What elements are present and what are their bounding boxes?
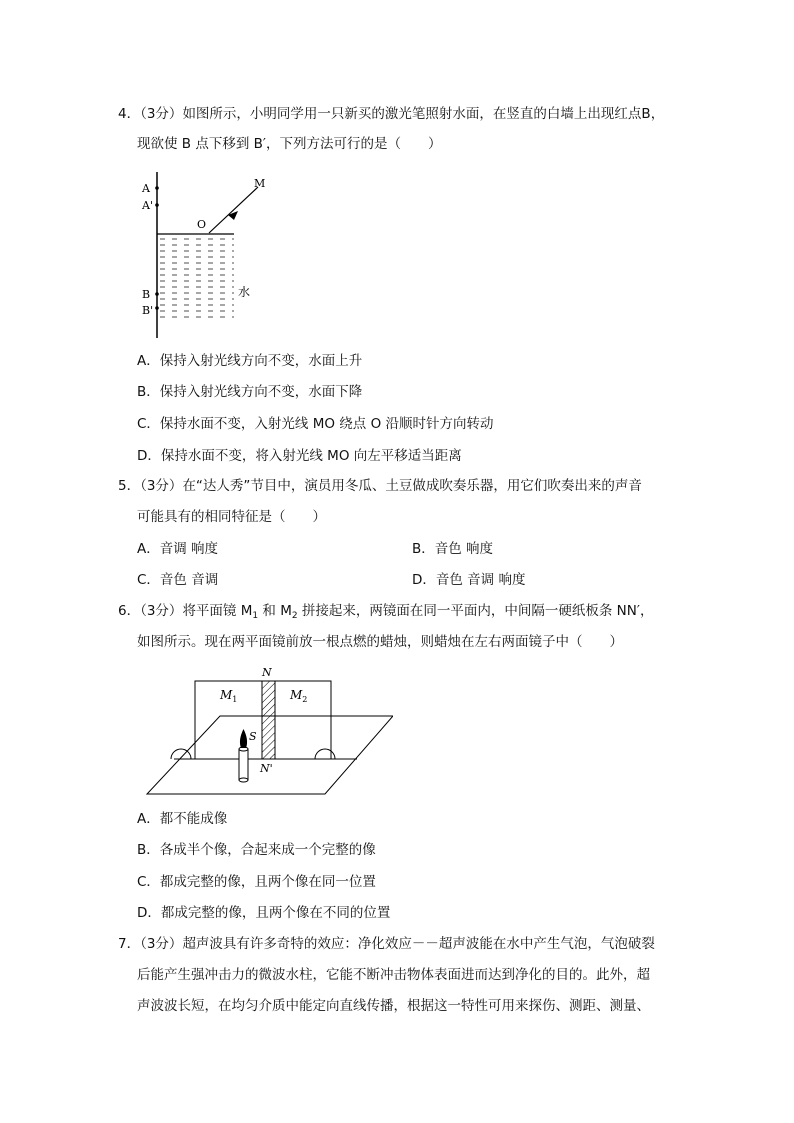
question-score: （3分） [140, 106, 183, 122]
label-m: M [254, 177, 266, 190]
water-body [157, 234, 234, 322]
label-m2: $M_2$ [290, 688, 308, 704]
question-number: 6 [118, 603, 127, 619]
question-6-option-a: A．都不能成像 [137, 811, 228, 827]
question-score: （3分） [140, 936, 183, 952]
label-b-prime: B' [142, 304, 154, 317]
point-b [155, 292, 159, 296]
question-7-stem-line3: 声波波长短，在均匀介质中能定向直线传播，根据这一特性可用来探伤、测距、测量、 [137, 998, 650, 1014]
question-number: 5 [118, 478, 127, 494]
question-6-figure [145, 664, 393, 800]
label-b: B [142, 288, 151, 301]
question-7-stem-line1: 7．（3分）超声波具有许多奇特的效应：净化效应－－超声波能在水中产生气泡，气泡破裂 [118, 936, 655, 952]
question-number: 4 [118, 106, 127, 122]
question-4-option-b: B．保持入射光线方向不变，水面下降 [137, 384, 363, 400]
question-text: 将平面镜 M [182, 603, 253, 619]
label-water: 水 [238, 285, 251, 299]
question-5-option-d: D．音色 音调 响度 [412, 572, 526, 588]
question-text: 拼接起来，两镜面在同一平面内，中间隔一硬纸板条 NN′， [297, 603, 654, 619]
candle-base [239, 778, 248, 782]
question-6-option-d: D．都成完整的像，且两个像在不同的位置 [137, 905, 391, 921]
question-5-option-c: C．音色 音调 [137, 572, 219, 588]
point-a-prime [155, 203, 159, 207]
candle-body [239, 749, 248, 780]
question-text: 和 M [258, 603, 292, 619]
question-5-stem-line1: 5．（3分）在“达人秀”节目中，演员用冬瓜、土豆做成吹奏乐器，用它们吹奏出来的声音 [118, 478, 642, 494]
label-m1: $M_1$ [220, 688, 238, 704]
question-text: 超声波具有许多奇特的效应：净化效应－－超声波能在水中产生气泡，气泡破裂 [182, 936, 655, 952]
right-stand-icon [315, 749, 335, 759]
point-b-prime [155, 306, 159, 310]
question-4-option-d: D．保持水面不变，将入射光线 MO 向左平移适当距离 [137, 448, 462, 464]
point-a [155, 186, 159, 190]
label-n-prime: N' [260, 762, 273, 775]
label-o: O [197, 218, 207, 231]
question-4-stem-line1: 4．（3分）如图所示，小明同学用一只新买的激光笔照射水面，在竖直的白墙上出现红点B， [118, 106, 665, 122]
question-number: 7 [118, 936, 127, 952]
question-score: （3分） [140, 478, 183, 494]
ray-arrow-icon [228, 211, 238, 220]
mirror-m2 [275, 681, 331, 759]
question-4-stem-line2: 现欲使 B 点下移到 B′，下列方法可行的是（ ） [137, 136, 442, 152]
question-5-option-b: B．音色 响度 [412, 541, 494, 557]
incident-ray [209, 187, 258, 233]
question-4-option-a: A．保持入射光线方向不变，水面上升 [137, 353, 363, 369]
question-text: 如图所示，小明同学用一只新买的激光笔照射水面，在竖直的白墙上出现红点B， [182, 106, 665, 122]
subscript: 1 [252, 611, 259, 621]
label-a: A [142, 182, 150, 195]
question-text: 在“达人秀”节目中，演员用冬瓜、土豆做成吹奏乐器，用它们吹奏出来的声音 [182, 478, 642, 494]
label-a-prime: A' [142, 199, 153, 212]
question-6-option-b: B．各成半个像，合起来成一个完整的像 [137, 842, 376, 858]
label-s: S [249, 730, 257, 743]
question-4-option-c: C．保持水面不变，入射光线 MO 绕点 O 沿顺时针方向转动 [137, 416, 494, 432]
question-7-stem-line2: 后能产生强冲击力的微波水柱，它能不断冲击物体表面进而达到净化的目的。此外，超 [137, 967, 650, 983]
question-score: （3分） [140, 603, 183, 619]
question-4-figure [135, 170, 285, 342]
question-5-option-a: A．音调 响度 [137, 541, 219, 557]
question-5-stem-line2: 可能具有的相同特征是（ ） [137, 509, 326, 525]
cardboard-strip [262, 681, 275, 759]
question-6-stem-line2: 如图所示。现在两平面镜前放一根点燃的蜡烛，则蜡烛在左右两面镜子中（ ） [137, 634, 623, 650]
question-6-option-c: C．都成完整的像，且两个像在同一位置 [137, 874, 376, 890]
candle-flame-icon [240, 729, 247, 748]
subscript: 2 [291, 611, 298, 621]
question-6-stem-line1: 6．（3分）将平面镜 $M_1$ 和 $M_2$ 拼接起来，两镜面在同一平面内，中间隔一硬纸板条 NN′， [118, 603, 654, 621]
label-n: N [262, 666, 272, 679]
